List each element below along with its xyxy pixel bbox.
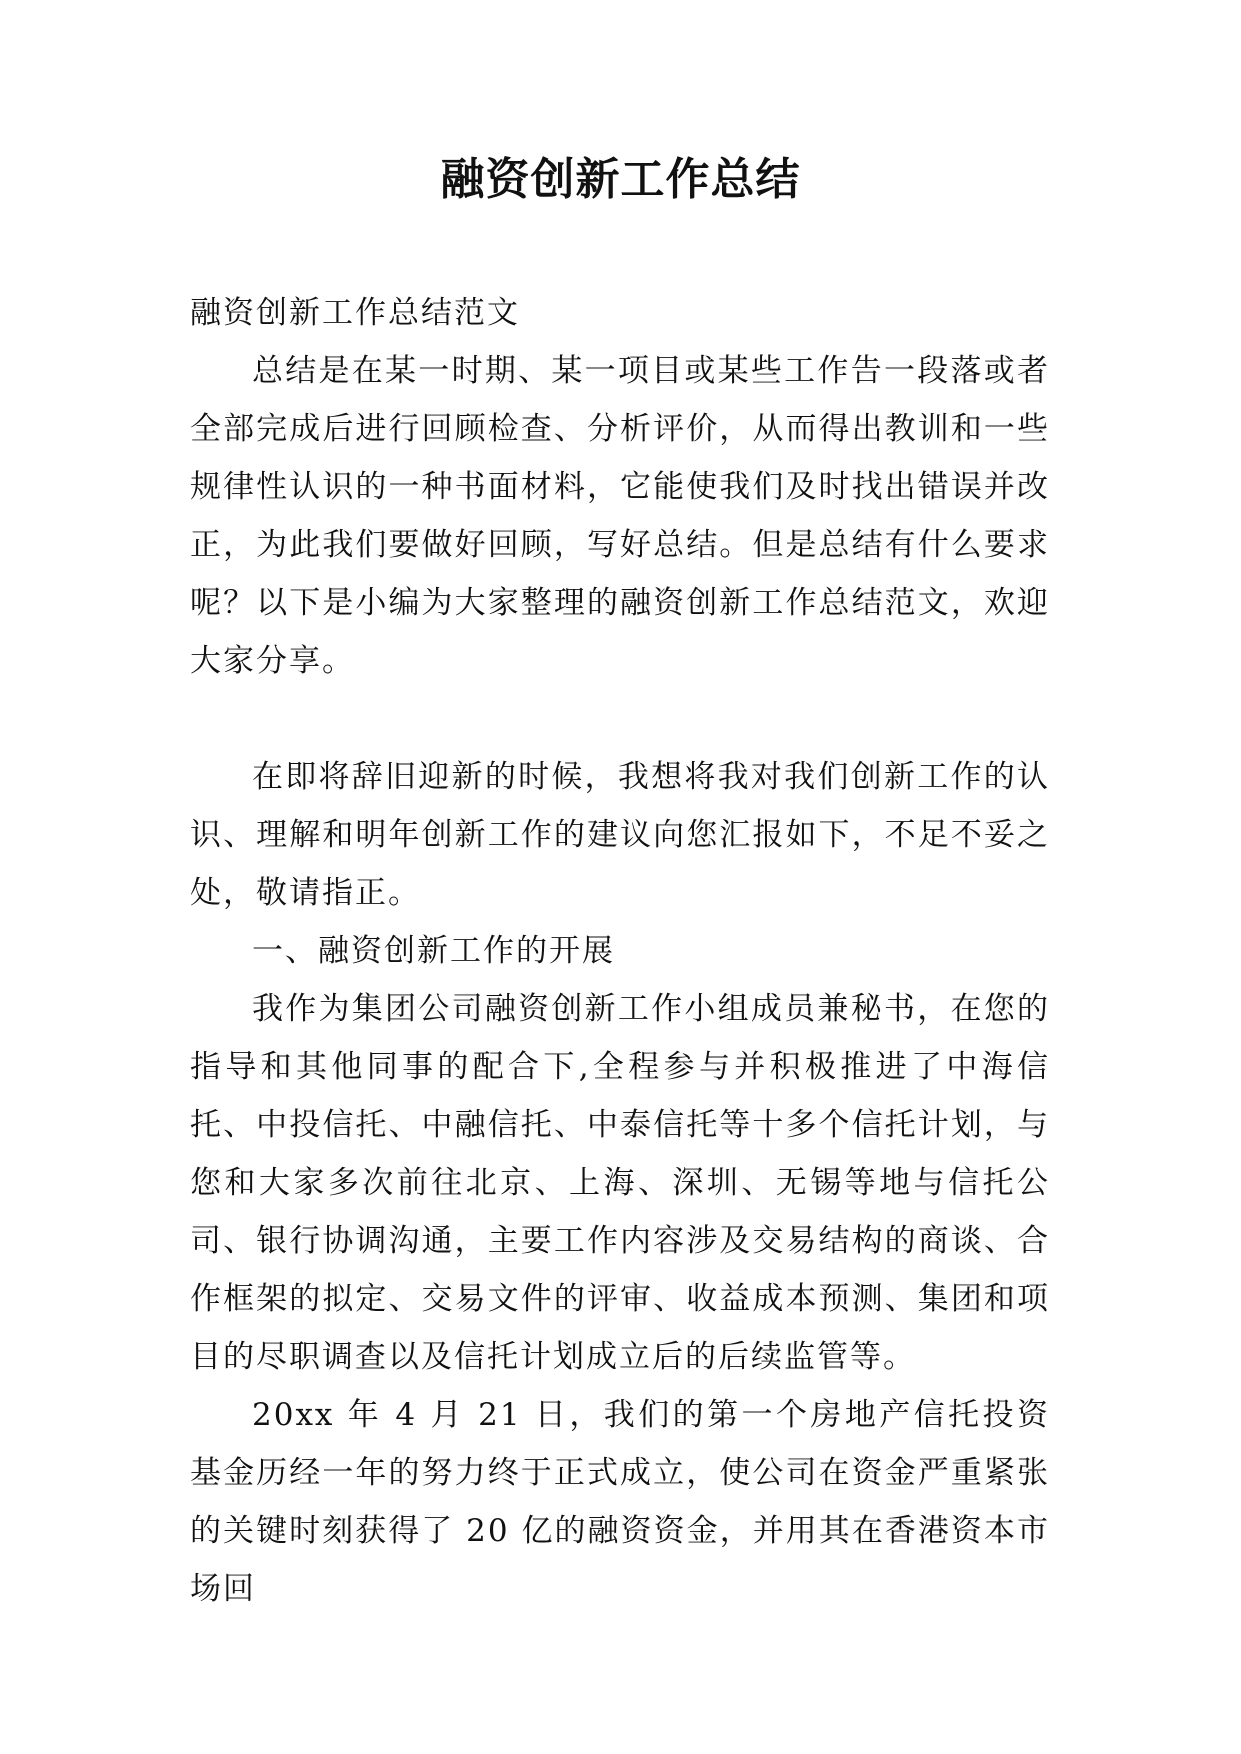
section-heading-1: 一、融资创新工作的开展 — [252, 933, 615, 969]
paragraph-intro: 总结是在某一时期、某一项目或某些工作告一段落或者全部完成后进行回顾检查、分析评价，从而得出教训和一些规律性认识的一种书面材料，它能使我们及时找出错误并改正，为此我们要做好回顾，写好总结。但是总结有什么要求呢？以下是小编为大家整理的融资创新工作总结范文，欢迎大家分享。 — [190, 353, 1050, 679]
document-body — [190, 284, 1050, 1618]
document-title: 融资创新工作总结 — [440, 154, 801, 205]
paragraph-gap — [190, 690, 1050, 748]
paragraph-work-content: 我作为集团公司融资创新工作小组成员兼秘书，在您的指导和其他同事的配合下,全程参与并积极推进了中海信托、中投信托、中融信托、中泰信托等十多个信托计划，与您和大家多次前往北京、上海、深圳、无锡等地与信托公司、银行协调沟通，主要工作内容涉及交易结构的商谈、合作框架的拟定、交易文件的评审、收益成本预测、集团和项目的尽职调查以及信托计划成立后的后续监管等。 — [190, 991, 1050, 1375]
paragraph-fund-established: 20xx 年 4 月 21 日，我们的第一个房地产信托投资基金历经一年的努力终于正式成立，使公司在资金严重紧张的关键时刻获得了 20 亿的融资资金，并用其在香港资本市场回 — [190, 1397, 1050, 1607]
paragraph-opening: 在即将辞旧迎新的时候，我想将我对我们创新工作的认识、理解和明年创新工作的建议向您汇报如下，不足不妥之处，敬请指正。 — [190, 759, 1050, 911]
document-subtitle: 融资创新工作总结范文 — [190, 295, 520, 331]
